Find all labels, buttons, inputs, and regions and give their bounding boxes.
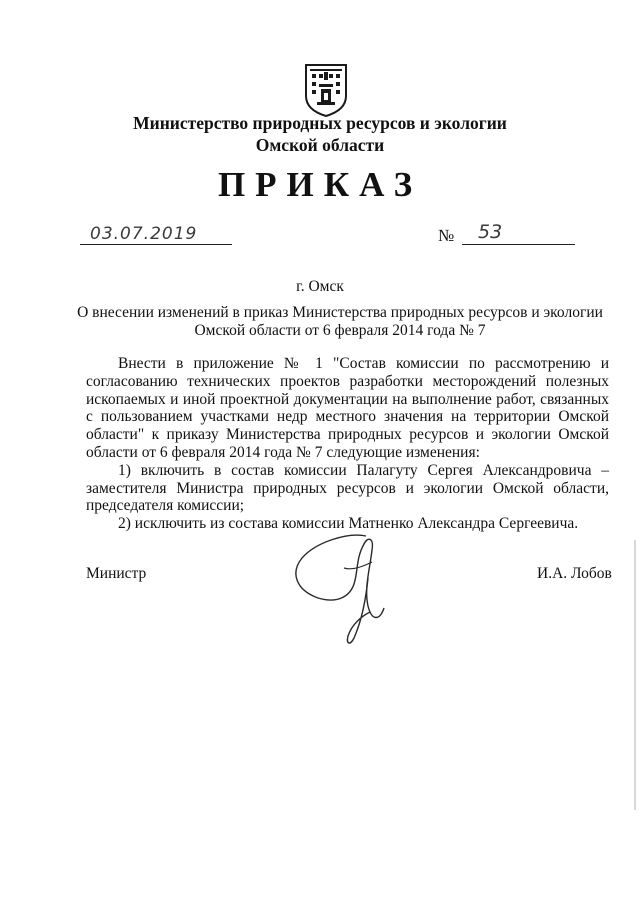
signatory-role: Министр: [86, 565, 147, 582]
handwritten-number: 53: [478, 221, 503, 243]
body-paragraph: Внести в приложение № 1 "Состав комиссии по рассмотрению и согласованию технических проектов разработки месторождений полезных ископаемых и иной проектной документации на выполнение работ, связанных с пользованием участками недр местного значения на территории Омской области" к приказу Министерства природных ресурсов и экологии Омской области от 6 февраля 2014 года № 7 следующие изменения:: [86, 355, 609, 461]
scan-edge-shadow: [634, 540, 636, 810]
subject-line1: О внесении изменений в приказ Министерства природных ресурсов и экологии: [77, 304, 603, 321]
number-label: №: [438, 226, 455, 245]
organization-name-line2: Омской области: [255, 135, 385, 155]
organization-name-line1: Министерство природных ресурсов и экологии: [133, 113, 507, 133]
document-type-title: ПРИКАЗ: [217, 165, 423, 204]
place-of-issue: г. Омск: [296, 278, 344, 295]
handwritten-date: 03.07.2019: [90, 224, 198, 244]
order-body: [86, 355, 609, 533]
change-item-2: 2) исключить из состава комиссии Матненко Александра Сергеевича.: [118, 515, 579, 533]
handwritten-signature: [288, 528, 418, 658]
date-underline: [80, 244, 232, 245]
subject-line2: Омской области от 6 февраля 2014 года № 7: [194, 322, 486, 339]
change-item-1: 1) включить в состав комиссии Палагуту Сергея Александровича – заместителя Министра природных ресурсов и экологии Омской области, председателя комиссии;: [86, 461, 609, 515]
signatory-name: И.А. Лобов: [537, 565, 612, 582]
coat-of-arms-emblem: [303, 62, 349, 118]
number-underline: [462, 244, 575, 245]
